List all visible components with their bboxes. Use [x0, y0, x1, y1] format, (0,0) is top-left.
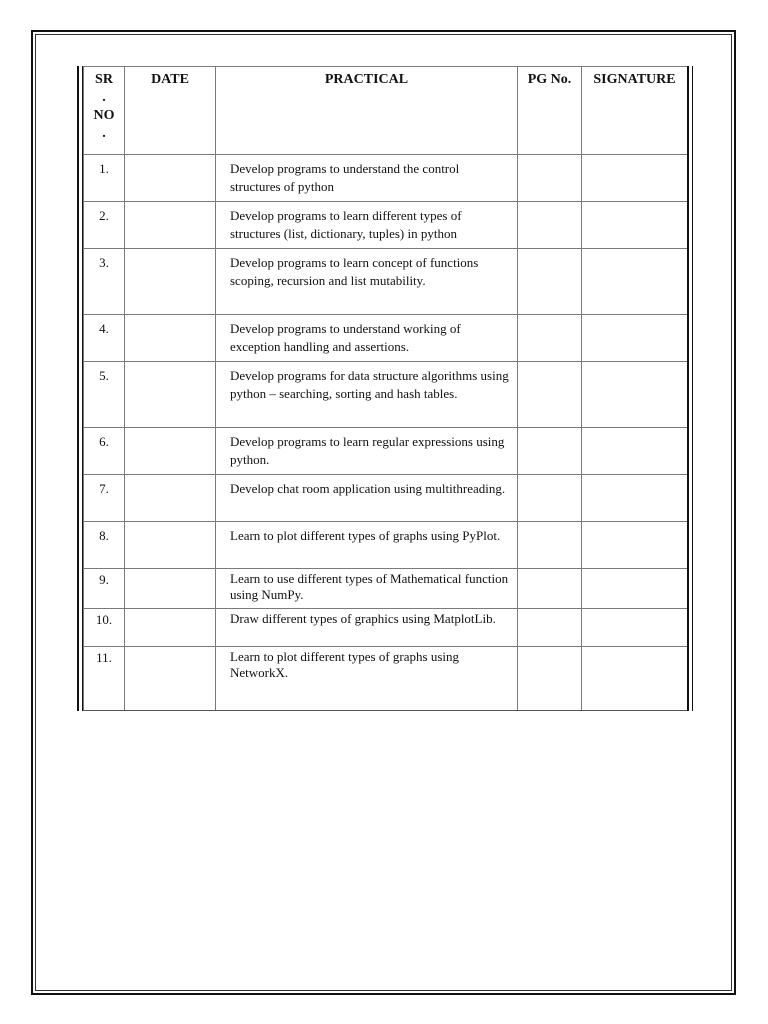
sr-no-cell: 5. — [84, 362, 125, 428]
date-cell — [125, 155, 216, 202]
table-row — [84, 609, 688, 647]
sr-no-cell: 6. — [84, 428, 125, 475]
signature-cell — [582, 315, 688, 362]
practical-index-table — [83, 66, 688, 711]
table-row — [84, 647, 688, 711]
sr-no-cell: 10. — [84, 609, 125, 647]
practical-cell — [216, 647, 518, 711]
practical-cell — [216, 522, 518, 569]
practical-cell — [216, 475, 518, 522]
sr-no-cell: 1. — [84, 155, 125, 202]
date-cell — [125, 315, 216, 362]
table-row — [84, 315, 688, 362]
pg-no-cell — [518, 522, 582, 569]
header-sr-part: SR — [95, 72, 113, 87]
date-cell — [125, 475, 216, 522]
table-left-double-rule — [77, 66, 83, 711]
date-cell — [125, 428, 216, 475]
practical-text: Develop programs to understand the control structures of python — [230, 161, 460, 194]
signature-cell — [582, 522, 688, 569]
sr-no-cell: 9. — [84, 569, 125, 609]
practical-text: Develop programs to understand working of exception handling and assertions. — [230, 321, 461, 354]
signature-cell — [582, 647, 688, 711]
practical-text: Learn to plot different types of graphs using PyPlot. — [230, 528, 501, 543]
date-cell — [125, 202, 216, 249]
practical-cell — [216, 155, 518, 202]
table-right-double-rule — [687, 66, 693, 711]
header-practical: PRACTICAL — [216, 67, 518, 155]
practical-cell — [216, 362, 518, 428]
practical-text: Learn to use different types of Mathematical function using NumPy. — [230, 571, 509, 602]
sr-no-cell: 8. — [84, 522, 125, 569]
date-cell — [125, 609, 216, 647]
practical-cell — [216, 428, 518, 475]
header-sr-part: . — [102, 90, 106, 105]
signature-cell — [582, 569, 688, 609]
table-row — [84, 362, 688, 428]
pg-no-cell — [518, 155, 582, 202]
date-cell — [125, 249, 216, 315]
practical-index-table-wrapper — [77, 66, 693, 711]
practical-cell — [216, 249, 518, 315]
pg-no-cell — [518, 647, 582, 711]
date-cell — [125, 362, 216, 428]
date-cell — [125, 522, 216, 569]
table-row — [84, 155, 688, 202]
practical-text: Draw different types of graphics using MatplotLib. — [230, 611, 496, 626]
signature-cell — [582, 362, 688, 428]
table-row — [84, 202, 688, 249]
header-sr-part: NO — [93, 108, 115, 123]
practical-text: Learn to plot different types of graphs using NetworkX. — [230, 649, 460, 680]
sr-no-cell: 4. — [84, 315, 125, 362]
practical-cell — [216, 315, 518, 362]
practical-text: Develop programs for data structure algorithms using python – searching, sorting and hash tables. — [230, 368, 509, 401]
header-signature: SIGNATURE — [582, 67, 688, 155]
sr-no-cell: 7. — [84, 475, 125, 522]
header-date: DATE — [125, 67, 216, 155]
header-pg-no: PG No. — [518, 67, 582, 155]
practical-text: Develop programs to learn concept of functions scoping, recursion and list mutability. — [230, 255, 479, 288]
table-row — [84, 428, 688, 475]
pg-no-cell — [518, 315, 582, 362]
date-cell — [125, 647, 216, 711]
pg-no-cell — [518, 249, 582, 315]
practical-text: Develop chat room application using multithreading. — [230, 481, 506, 496]
header-sr-part: . — [102, 126, 106, 141]
sr-no-cell: 3. — [84, 249, 125, 315]
practical-text: Develop programs to learn different types of structures (list, dictionary, tuples) in python — [230, 208, 462, 241]
pg-no-cell — [518, 202, 582, 249]
signature-cell — [582, 249, 688, 315]
practical-cell — [216, 202, 518, 249]
pg-no-cell — [518, 569, 582, 609]
date-cell — [125, 569, 216, 609]
signature-cell — [582, 428, 688, 475]
pg-no-cell — [518, 362, 582, 428]
table-row — [84, 249, 688, 315]
practical-text: Develop programs to learn regular expressions using python. — [230, 434, 505, 467]
signature-cell — [582, 475, 688, 522]
table-row — [84, 569, 688, 609]
pg-no-cell — [518, 475, 582, 522]
practical-cell — [216, 569, 518, 609]
signature-cell — [582, 155, 688, 202]
signature-cell — [582, 609, 688, 647]
signature-cell — [582, 202, 688, 249]
sr-no-cell: 11. — [84, 647, 125, 711]
pg-no-cell — [518, 609, 582, 647]
table-row — [84, 475, 688, 522]
header-sr-no — [84, 67, 125, 155]
table-row — [84, 522, 688, 569]
sr-no-cell: 2. — [84, 202, 125, 249]
header-row — [84, 67, 688, 155]
practical-cell — [216, 609, 518, 647]
pg-no-cell — [518, 428, 582, 475]
